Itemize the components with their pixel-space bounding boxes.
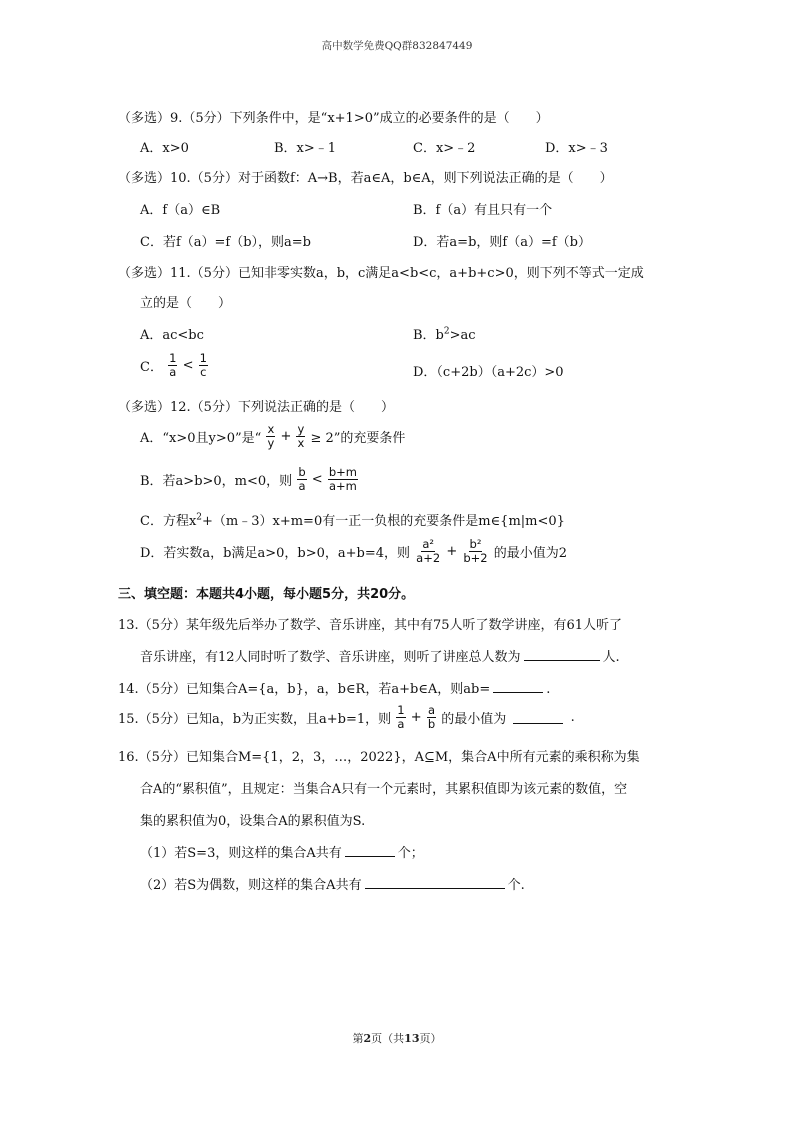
- q11-option-a: A．ac<bc: [140, 328, 204, 343]
- q13-line1: 13.（5分）某年级先后举办了数学、音乐讲座，其中有75人听了数学讲座，有61人听了: [118, 618, 623, 633]
- q11-option-c: C． $\frac{1}{a}$ < $\frac{1}{c}$: [140, 351, 207, 379]
- q14-line: 14.（5分）已知集合A={a，b}，a，b∈R，若a+b∈A，则ab= .: [118, 682, 551, 697]
- q10-option-a: A．f（a）∈B: [140, 203, 221, 218]
- q13-line2: 音乐讲座，有12人同时听了数学、音乐讲座，则听了讲座总人数为 人.: [140, 650, 620, 665]
- q15-answer-blank[interactable]: [513, 711, 563, 724]
- q11-option-d: D．（c+2b）（a+2c）>0: [413, 365, 564, 380]
- q12-stem: （多选）12.（5分）下列说法正确的是（ ）: [118, 400, 394, 415]
- q9-option-c: C．x>﹣2: [413, 141, 476, 156]
- q12-option-a: A．“x>0且y>0”是“ $\frac{x}{y}$ + $\frac{y}{x}$ ≥ 2”的充要条件: [140, 422, 406, 450]
- q16-sub1: （1）若S=3，则这样的集合A共有 个；: [140, 846, 424, 861]
- q11-option-b: B．$b^2>ac$: [413, 326, 476, 343]
- q12-option-d: D．若实数a，b满足a>0，b>0，a+b=4，则 $\frac{\text{a²}}{a+2}$ + $\frac{\text{b²}}{b+2}$ 的最小值为2: [140, 537, 568, 565]
- q10-option-b: B．f（a）有且只有一个: [413, 203, 553, 218]
- q16-sub2: （2）若S为偶数，则这样的集合A共有 个.: [140, 878, 525, 893]
- q10-stem: （多选）10.（5分）对于函数f：A→B，若a∈A，b∈A，则下列说法正确的是（ ）: [118, 171, 613, 186]
- q11-stem-line2: 立的是（ ）: [140, 296, 232, 311]
- page-footer: 第2页（共13页）: [352, 1032, 442, 1045]
- page-header: 高中数学免费QQ群832847449: [321, 40, 473, 52]
- q12-option-b: B．若a>b>0，m<0，则 $\frac{b}{a}$ < $\frac{b+m}{a+m}$: [140, 465, 357, 493]
- q16-line2: 合A的“累积值”，且规定：当集合A只有一个元素时，其累积值即为该元素的数值，空: [140, 782, 628, 797]
- q10-option-d: D．若a=b，则f（a）=f（b）: [413, 235, 591, 250]
- q14-answer-blank[interactable]: [493, 680, 543, 693]
- q9-stem: （多选）9.（5分）下列条件中，是“x+1>0”成立的必要条件的是（ ）: [118, 111, 549, 126]
- section-title: 三、填空题：本题共4小题，每小题5分，共20分。: [118, 587, 415, 602]
- q9-option-a: A．x>0: [140, 141, 189, 156]
- q16-sub2-answer-blank[interactable]: [365, 876, 505, 889]
- q16-line3: 集的累积值为0，设集合A的累积值为S.: [140, 814, 366, 829]
- q10-option-c: C．若f（a）=f（b），则a=b: [140, 235, 311, 250]
- q15-line: 15.（5分）已知a，b为正实数，且a+b=1，则 $\frac{1}{a}$ + $\frac{a}{b}$ 的最小值为 .: [118, 703, 575, 731]
- q16-line1: 16.（5分）已知集合M={1，2，3，…，2022}，A⊆M，集合A中所有元素的乘积称为集: [118, 750, 640, 765]
- q11-stem-line1: （多选）11.（5分）已知非零实数a，b，c满足a<b<c，a+b+c>0，则下列不等式一定成: [118, 266, 644, 281]
- q13-answer-blank[interactable]: [524, 648, 600, 661]
- q16-sub1-answer-blank[interactable]: [345, 844, 395, 857]
- q9-option-b: B．x>﹣1: [274, 141, 337, 156]
- q12-option-c: C．方程$x^2+(m﹣3)x+m=0$有一正一负根的充要条件是m∈{m|m<0}: [140, 512, 565, 529]
- q9-option-d: D．x>﹣3: [545, 141, 608, 156]
